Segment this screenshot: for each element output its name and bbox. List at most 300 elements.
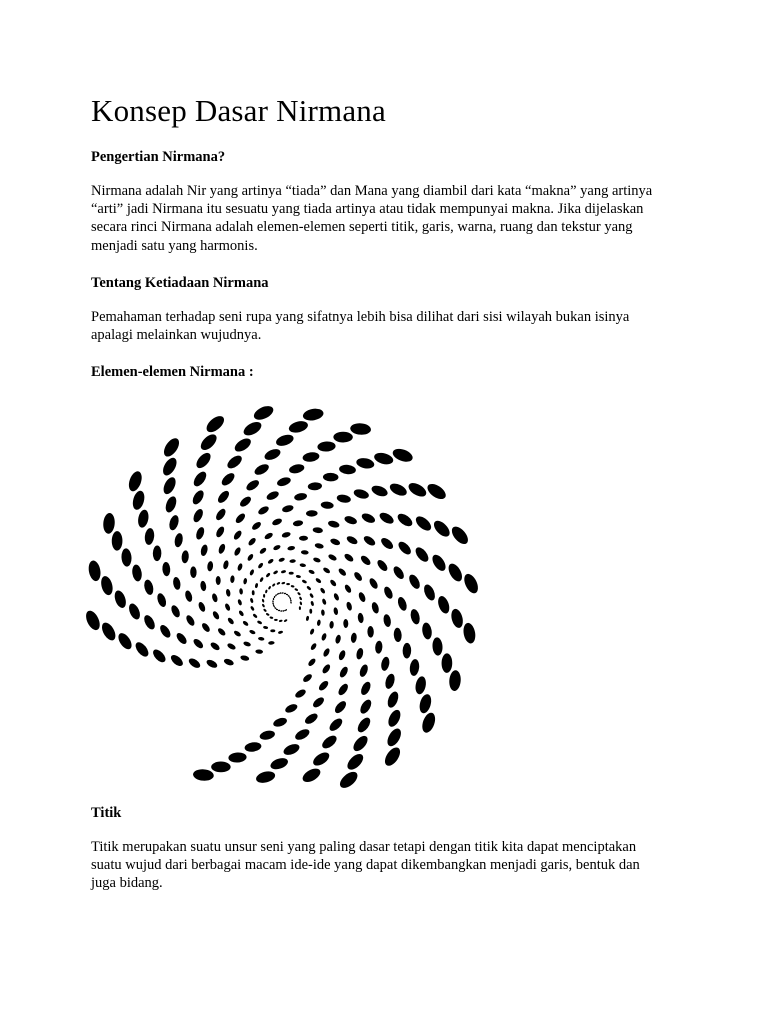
spiral-dot <box>391 446 414 464</box>
spiral-dot <box>274 596 276 599</box>
spiral-dot <box>250 606 255 612</box>
spiral-dot <box>292 520 303 527</box>
spiral-dot <box>315 577 322 584</box>
spiral-dot <box>307 657 317 667</box>
paragraph-line: Nirmana adalah Nir yang artinya “tiada” dan Mana yang diambil dari kata “makna” yang artinya <box>91 183 653 199</box>
spiral-dot <box>259 547 268 555</box>
spiral-dot <box>337 769 360 790</box>
spiral-dot <box>263 608 267 612</box>
spiral-dot <box>243 641 252 648</box>
spiral-dot <box>294 492 308 501</box>
spiral-dot <box>296 575 302 579</box>
spiral-dot <box>277 593 280 596</box>
spiral-dot <box>131 564 143 582</box>
spiral-dot <box>282 742 301 757</box>
spiral-dot <box>319 587 326 594</box>
spiral-dot <box>327 553 337 562</box>
spiral-dot <box>192 507 205 523</box>
spiral-dot <box>158 623 172 639</box>
spiral-dot <box>270 629 275 632</box>
spiral-dot <box>288 463 305 475</box>
spiral-dot <box>407 573 422 591</box>
spiral-dot <box>121 548 132 567</box>
spiral-dot <box>345 751 366 772</box>
spiral-dot <box>207 561 214 572</box>
paragraph-pengertian <box>91 182 681 255</box>
spiral-dot <box>293 727 311 742</box>
spiral-dot <box>168 514 181 531</box>
spiral-dot <box>431 518 452 539</box>
spiral-dot <box>255 649 263 654</box>
spiral-dot <box>343 515 358 526</box>
spiral-dot <box>245 478 261 492</box>
spiral-dot <box>181 550 189 563</box>
spiral-dot <box>284 702 299 714</box>
spiral-dot <box>343 619 348 628</box>
spiral-dot <box>425 481 449 502</box>
spiral-dot <box>276 609 279 611</box>
spiral-dot <box>262 599 265 603</box>
spiral-dot <box>247 537 257 547</box>
spiral-dot <box>378 511 396 526</box>
spiral-dot <box>212 610 221 620</box>
spiral-dot <box>243 578 248 585</box>
spiral-dot <box>249 569 255 576</box>
spiral-dot <box>383 614 392 628</box>
spiral-dot <box>187 657 202 670</box>
spiral-dot <box>309 593 314 599</box>
spiral-dot <box>161 436 182 460</box>
spiral-dot <box>222 560 229 570</box>
spiral-dot <box>252 613 258 618</box>
spiral-dot <box>418 693 433 715</box>
spiral-dot-figure <box>80 390 500 790</box>
spiral-dot <box>322 566 331 574</box>
spiral-dot <box>294 688 307 700</box>
spiral-dot <box>161 475 178 496</box>
spiral-dot <box>237 599 243 606</box>
spiral-dot <box>409 659 420 677</box>
spiral-dot <box>421 622 433 640</box>
spiral-dot <box>308 569 315 575</box>
spiral-dot <box>306 510 318 517</box>
spiral-dot <box>310 642 318 651</box>
spiral-dot <box>238 495 252 509</box>
section-heading-titik: Titik <box>91 805 122 821</box>
spiral-dot <box>257 505 270 517</box>
spiral-dot <box>379 536 395 551</box>
spiral-dot <box>170 604 182 619</box>
spiral-dot <box>308 482 323 491</box>
spiral-dot <box>386 690 401 709</box>
spiral-dot <box>281 582 285 585</box>
spiral-dot <box>391 565 405 581</box>
spiral-dot <box>353 488 370 501</box>
spiral-dot <box>432 637 443 656</box>
spiral-dot <box>321 663 332 675</box>
spiral-dot <box>320 501 333 509</box>
spiral-dot <box>358 663 369 678</box>
spiral-dot <box>195 526 206 541</box>
spiral-dot <box>329 621 334 629</box>
spiral-dot <box>272 716 288 728</box>
spiral-dot <box>282 610 285 612</box>
spiral-dot <box>127 602 142 621</box>
spiral-dot <box>413 545 431 564</box>
spiral-dot <box>299 536 308 541</box>
spiral-dot <box>283 619 287 623</box>
spiral-dot <box>250 598 254 604</box>
spiral-dot <box>272 583 276 587</box>
spiral-dot <box>259 729 276 741</box>
spiral-dot <box>238 610 245 617</box>
spiral-dot <box>306 616 310 622</box>
spiral-dot <box>406 480 428 499</box>
spiral-dot <box>205 658 218 669</box>
spiral-dot <box>228 752 247 763</box>
spiral-dot <box>291 585 295 588</box>
spiral-dot <box>384 673 397 690</box>
spiral-dot <box>396 540 413 557</box>
paragraph-line: menjadi satu yang harmonis. <box>91 237 258 254</box>
spiral-dot <box>302 673 314 684</box>
paragraph-line: suatu wujud dari berbagai macam ide-ide yang dapat dikembangkan menjadi garis, bentuk dan <box>91 857 640 874</box>
spiral-dot <box>240 655 250 662</box>
spiral-dot <box>239 588 243 595</box>
spiral-dot <box>385 726 404 748</box>
spiral-dot <box>266 613 270 617</box>
spiral-dot <box>265 490 280 502</box>
spiral-dot <box>99 575 114 597</box>
spiral-dot <box>338 665 349 678</box>
spiral-dot <box>211 762 231 773</box>
spiral-dot <box>275 433 295 448</box>
spiral-dot <box>462 622 477 645</box>
spiral-dot <box>272 600 274 603</box>
spiral-dot <box>320 733 339 751</box>
spiral-dot <box>233 546 242 556</box>
spiral-dot <box>413 514 433 533</box>
spiral-dot <box>327 520 340 529</box>
spiral-dot <box>103 513 116 535</box>
spiral-dot <box>288 419 310 434</box>
spiral-dot <box>382 745 403 769</box>
spiral-dot <box>230 575 235 583</box>
spiral-dot <box>271 517 283 526</box>
spiral-dot <box>380 656 390 671</box>
spiral-dot <box>303 711 319 725</box>
spiral-dot <box>409 608 421 625</box>
spiral-dot <box>227 617 235 626</box>
spiral-dot <box>375 640 383 653</box>
spiral-dot <box>142 613 157 631</box>
spiral-dot <box>232 436 253 454</box>
spiral-dot <box>388 481 409 498</box>
spiral-dot <box>322 647 331 657</box>
spiral-dot <box>214 507 227 522</box>
spiral-dot <box>257 562 264 569</box>
spiral-dot <box>345 535 358 546</box>
spiral-dot <box>286 583 290 585</box>
spiral-dot <box>414 675 427 695</box>
spiral-dot <box>281 592 284 594</box>
spiral-dot <box>359 680 372 696</box>
spiral-dot <box>278 557 285 563</box>
spiral-dot <box>232 529 243 541</box>
spiral-dot <box>194 450 213 470</box>
spiral-dot <box>269 616 273 619</box>
spiral-dot <box>259 577 264 583</box>
spiral-dot <box>209 641 221 652</box>
spiral-dot <box>220 471 237 488</box>
spiral-dot <box>299 606 301 610</box>
spiral-dot <box>286 594 289 596</box>
spiral-dot <box>190 566 197 578</box>
spiral-dot <box>263 626 269 630</box>
spiral-dot <box>255 583 259 589</box>
spiral-dot <box>225 453 244 471</box>
spiral-dot <box>442 653 453 673</box>
spiral-dot <box>323 473 339 482</box>
spiral-dot <box>269 756 289 771</box>
spiral-dot <box>367 626 374 638</box>
spiral-dot <box>197 601 206 613</box>
spiral-dot <box>281 531 291 538</box>
spiral-dot <box>268 641 275 645</box>
spiral-dot <box>279 592 282 594</box>
section-heading-elemen: Elemen-elemen Nirmana : <box>91 364 254 380</box>
spiral-dot <box>200 622 211 634</box>
page-title: Konsep Dasar Nirmana <box>91 93 386 128</box>
spiral-dot <box>297 592 301 596</box>
spiral-dot <box>215 525 226 538</box>
spiral-dot <box>343 552 355 563</box>
spiral-dot <box>278 630 284 634</box>
spiral-dot <box>396 596 408 612</box>
spiral-dot <box>393 628 402 643</box>
spiral-dot <box>402 643 411 659</box>
spiral-dot <box>225 589 231 597</box>
spiral-dot <box>185 614 197 627</box>
spiral-dot <box>309 628 315 635</box>
spiral-dot <box>257 620 263 625</box>
spiral-dot <box>268 586 272 590</box>
spiral-dot <box>276 582 280 586</box>
spiral-dot <box>216 489 231 505</box>
spiral-dot <box>244 741 262 753</box>
spiral-dot <box>156 592 168 608</box>
spiral-dot <box>329 537 341 546</box>
spiral-dot <box>251 520 263 531</box>
spiral-dot <box>430 552 448 573</box>
spiral-dot <box>351 733 370 753</box>
spiral-dot <box>281 504 294 513</box>
spiral-dot <box>353 571 364 583</box>
spiral-dot <box>449 608 464 630</box>
spiral-dot <box>253 462 271 477</box>
spiral-dot <box>290 599 292 602</box>
spiral-dot <box>255 769 277 784</box>
spiral-dot <box>357 612 364 623</box>
spiral-dot <box>246 553 254 562</box>
spiral-dot <box>336 494 351 504</box>
spiral-dot <box>360 512 376 525</box>
spiral-dot <box>131 489 146 511</box>
spiral-dot <box>217 627 227 637</box>
spiral-dot <box>284 593 286 594</box>
spiral-dot <box>310 601 314 607</box>
spiral-dot <box>436 595 451 615</box>
spiral-dot <box>422 583 437 602</box>
spiral-dot <box>224 603 231 612</box>
spiral-dot <box>359 554 372 567</box>
spiral-dot <box>321 598 327 605</box>
spiral-dot <box>386 708 403 729</box>
spiral-dot <box>420 711 438 734</box>
spiral-dot <box>169 653 185 668</box>
spiral-dot <box>258 637 265 642</box>
spiral-dot <box>273 570 279 575</box>
spiral-dot <box>449 670 462 692</box>
spiral-dot <box>116 631 134 652</box>
spiral-dot <box>344 584 353 594</box>
paragraph-line: Titik merupakan suatu unsur seni yang paling dasar tetapi dengan titik kita dapat menciptakan <box>91 839 637 855</box>
spiral-dot <box>263 594 265 598</box>
spiral-dot <box>302 451 320 463</box>
spiral-dot <box>317 679 330 692</box>
spiral-dot <box>265 572 270 578</box>
spiral-dot <box>273 544 282 551</box>
spiral-dot <box>278 610 280 611</box>
spiral-dot <box>313 557 322 564</box>
spiral-dot <box>191 489 206 507</box>
spiral-dot <box>192 637 205 650</box>
spiral-dot <box>200 544 209 557</box>
spiral-dot <box>241 419 263 438</box>
spiral-dot <box>204 413 227 435</box>
spiral-dot <box>233 630 242 638</box>
spiral-dot <box>175 631 189 645</box>
spiral-dot <box>193 769 215 782</box>
spiral-dot <box>126 470 144 493</box>
spiral-dot <box>287 545 295 551</box>
spiral-dot <box>395 511 414 528</box>
spiral-dot <box>273 605 276 608</box>
spiral-dot <box>217 543 226 555</box>
spiral-dot <box>252 403 276 422</box>
spiral-dot <box>299 601 302 605</box>
spiral-dot <box>153 545 162 561</box>
spiral-dot <box>302 407 325 422</box>
spiral-dot <box>289 597 292 600</box>
spiral-dot <box>242 620 249 627</box>
spiral-dot <box>279 619 283 622</box>
spiral-dot <box>299 596 303 600</box>
spiral-dot <box>446 561 465 583</box>
spiral-dot <box>317 619 322 626</box>
spiral-dot <box>211 593 218 603</box>
spiral-dot <box>200 580 207 591</box>
spiral-dot <box>237 563 244 572</box>
spiral-dot <box>382 585 394 600</box>
spiral-dot <box>346 601 353 611</box>
spiral-dot <box>333 593 340 602</box>
spiral-dot <box>339 464 357 475</box>
paragraph-line: “arti” jadi Nirmana itu sesuatu yang tiada artinya atau tidak mempunyai makna. Jika dijelaskan <box>91 201 644 218</box>
spiral-dot <box>311 750 332 768</box>
spiral-dot <box>83 609 102 633</box>
spiral-dot <box>290 601 292 604</box>
paragraph-line: Pemahaman terhadap seni rupa yang sifatnya lebih bisa dilihat dari sisi wilayah bukan isinya <box>91 309 630 325</box>
spiral-dot <box>289 559 296 563</box>
spiral-dot <box>133 640 151 659</box>
spiral-dot <box>333 432 353 443</box>
spiral-dot <box>144 528 155 546</box>
spiral-dot <box>306 585 312 590</box>
spiral-dot <box>358 698 373 716</box>
spiral-dot <box>191 469 208 488</box>
spiral-dot <box>333 699 348 715</box>
spiral-dot <box>112 531 123 551</box>
spiral-dot <box>280 610 283 612</box>
spiral-dot <box>327 716 344 733</box>
spiral-dot <box>160 455 179 477</box>
spiral-dot <box>329 579 337 588</box>
spiral-dot <box>223 658 235 667</box>
spiral-dot <box>301 550 309 555</box>
spiral-dot <box>368 577 380 590</box>
spiral-dot <box>312 527 323 534</box>
spiral-dot <box>461 572 480 596</box>
paragraph-titik <box>91 838 681 893</box>
spiral-dot <box>300 766 322 785</box>
spiral-dot <box>265 589 268 593</box>
section-heading-ketiadaan: Tentang Ketiadaan Nirmana <box>91 275 269 291</box>
spiral-dot <box>350 423 372 436</box>
spiral-dot <box>87 560 102 583</box>
spiral-dot <box>234 512 247 525</box>
spiral-dot <box>321 633 328 642</box>
spiral-dot <box>370 484 389 499</box>
spiral-dot <box>335 634 342 644</box>
spiral-dot <box>276 476 292 488</box>
section-heading-pengertian: Pengertian Nirmana? <box>91 149 226 165</box>
spiral-dot <box>294 588 298 592</box>
spiral-dot <box>263 447 282 462</box>
spiral-dot <box>309 609 312 614</box>
spiral-dot <box>216 576 221 585</box>
spiral-dot <box>355 647 364 660</box>
spiral-dot <box>281 570 287 574</box>
spiral-dot <box>311 696 325 710</box>
spiral-dot <box>151 647 168 664</box>
spiral-dot <box>262 603 266 607</box>
spiral-dot <box>162 562 171 577</box>
spiral-dot <box>371 601 380 614</box>
spiral-dot <box>272 602 274 605</box>
spiral-dot <box>99 620 118 642</box>
paragraph-line: apalagi melainkan wujudnya. <box>91 327 262 344</box>
spiral-dot <box>337 682 350 697</box>
spiral-dot <box>321 609 325 616</box>
paragraph-ketiadaan <box>91 308 681 344</box>
spiral-dot <box>273 598 274 600</box>
paragraph-line: juga bidang. <box>91 875 163 892</box>
spiral-dot <box>267 558 274 565</box>
spiral-dot <box>285 609 288 612</box>
spiral-dot <box>333 607 339 615</box>
spiral-dot <box>373 451 395 466</box>
